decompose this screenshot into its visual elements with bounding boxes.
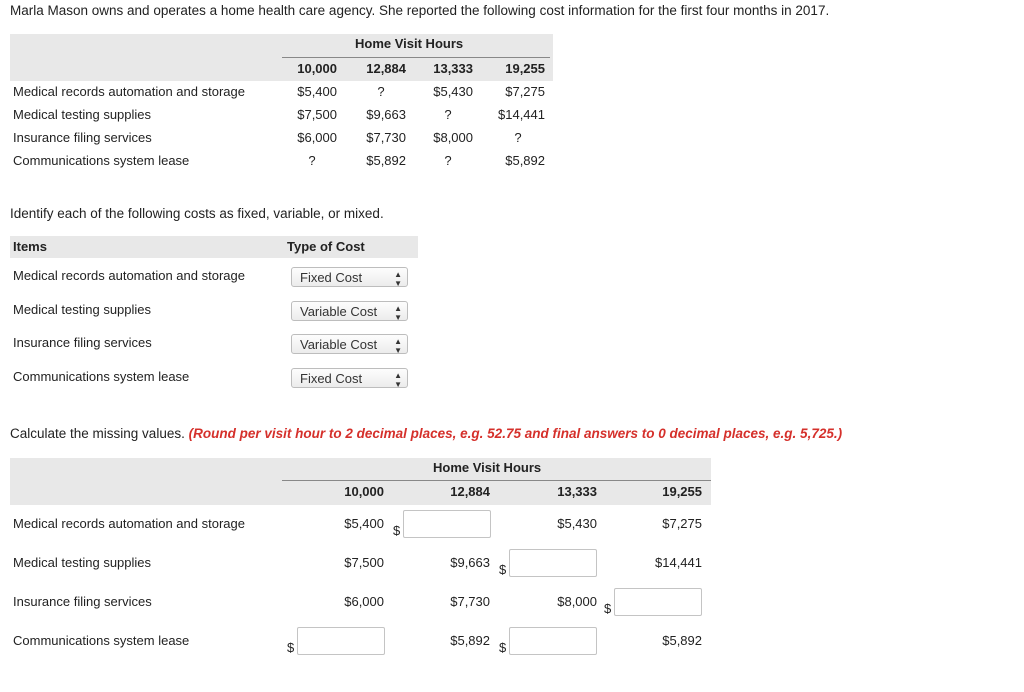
calc-cell: $5,400	[344, 516, 384, 531]
calc-cell: $7,730	[450, 594, 490, 609]
rounding-hint: (Round per visit hour to 2 decimal places, e.g. 52.75 and final answers to 0 decimal places, e.g. 5,725.)	[188, 426, 843, 441]
calculation-instruction	[10, 426, 842, 441]
cost-table-cell: ?	[444, 153, 452, 168]
calc-cell: $14,441	[655, 555, 702, 570]
classification-instruction: Identify each of the following costs as fixed, variable, or mixed.	[10, 206, 384, 221]
cost-type-select[interactable]	[291, 368, 408, 388]
cost-table-cell: ?	[444, 107, 452, 122]
cost-table-col-13333: 13,333	[433, 61, 473, 76]
answer-input-medical-records-12884[interactable]	[403, 510, 491, 538]
cost-table-cell: $14,441	[498, 107, 545, 122]
select-arrows-icon: ▲ ▼	[394, 304, 402, 322]
cost-table-cell: $9,663	[366, 107, 406, 122]
answer-input-communications-13333[interactable]	[509, 627, 597, 655]
dollar-sign: $	[499, 562, 507, 577]
problem-intro: Marla Mason owns and operates a home health care agency. She reported the following cost information for the first four months in 2017.	[10, 3, 830, 18]
calc-table-col-10000: 10,000	[344, 484, 384, 499]
dollar-sign: $	[287, 640, 295, 655]
cost-table-row-label: Medical testing supplies	[13, 107, 152, 122]
cost-table-cell: $7,275	[505, 84, 545, 99]
cost-table-cell: $7,730	[366, 130, 406, 145]
cost-type-select[interactable]	[291, 301, 408, 321]
dollar-sign: $	[604, 601, 612, 616]
calc-cell: $6,000	[344, 594, 384, 609]
answer-input-communications-10000[interactable]	[297, 627, 385, 655]
calc-row-label: Medical testing supplies	[13, 555, 152, 570]
classification-header-items: Items	[13, 239, 47, 254]
classification-row-label: Insurance filing services	[13, 335, 152, 350]
cost-table-header-rule	[282, 57, 550, 58]
calc-row-label: Medical records automation and storage	[13, 516, 245, 531]
calc-cell: $5,892	[662, 633, 702, 648]
answer-input-medical-testing-13333[interactable]	[509, 549, 597, 577]
cost-table-cell: $5,892	[366, 153, 406, 168]
cost-type-select[interactable]	[291, 267, 408, 287]
cost-table-row-label: Medical records automation and storage	[13, 84, 245, 99]
cost-table-row-label: Insurance filing services	[13, 130, 152, 145]
answer-input-insurance-19255[interactable]	[614, 588, 702, 616]
calc-cell: $8,000	[557, 594, 597, 609]
cost-type-select[interactable]	[291, 334, 408, 354]
cost-table-cell: $5,892	[505, 153, 545, 168]
cost-type-select-value: Fixed Cost	[300, 270, 363, 285]
cost-table-cell: $5,400	[297, 84, 337, 99]
dollar-sign: $	[393, 523, 401, 538]
calc-row-label: Communications system lease	[13, 633, 190, 648]
cost-table-cell: $8,000	[433, 130, 473, 145]
calc-table-group-header: Home Visit Hours	[433, 460, 542, 475]
cost-type-select-value: Fixed Cost	[300, 371, 363, 386]
cost-table-col-19255: 19,255	[505, 61, 545, 76]
cost-table-col-12884: 12,884	[366, 61, 406, 76]
cost-table-cell: ?	[377, 84, 385, 99]
classification-row-label: Medical records automation and storage	[13, 268, 245, 283]
calc-row-label: Insurance filing services	[13, 594, 152, 609]
calculation-instruction-text: Calculate the missing values.	[10, 426, 185, 441]
calc-table-col-12884: 12,884	[450, 484, 490, 499]
calc-cell: $9,663	[450, 555, 490, 570]
cost-table-col-10000: 10,000	[297, 61, 337, 76]
select-arrows-icon: ▲ ▼	[394, 270, 402, 288]
calc-cell: $5,430	[557, 516, 597, 531]
dollar-sign: $	[499, 640, 507, 655]
cost-table-group-header: Home Visit Hours	[355, 36, 464, 51]
calc-table-col-19255: 19,255	[662, 484, 702, 499]
select-arrows-icon: ▲ ▼	[394, 337, 402, 355]
select-arrows-icon: ▲ ▼	[394, 371, 402, 389]
cost-table-cell: ?	[514, 130, 522, 145]
cost-table-row-label: Communications system lease	[13, 153, 190, 168]
cost-table-cell: $6,000	[297, 130, 337, 145]
calc-cell: $7,500	[344, 555, 384, 570]
calc-cell: $5,892	[450, 633, 490, 648]
cost-table-cell: $7,500	[297, 107, 337, 122]
classification-header-type: Type of Cost	[287, 239, 365, 254]
cost-table-cell: ?	[308, 153, 316, 168]
calc-table-header-rule	[282, 480, 711, 481]
calc-cell: $7,275	[662, 516, 702, 531]
classification-row-label: Communications system lease	[13, 369, 190, 384]
calc-table-col-13333: 13,333	[557, 484, 597, 499]
cost-type-select-value: Variable Cost	[300, 304, 378, 319]
cost-type-select-value: Variable Cost	[300, 337, 378, 352]
cost-table-cell: $5,430	[433, 84, 473, 99]
classification-row-label: Medical testing supplies	[13, 302, 152, 317]
